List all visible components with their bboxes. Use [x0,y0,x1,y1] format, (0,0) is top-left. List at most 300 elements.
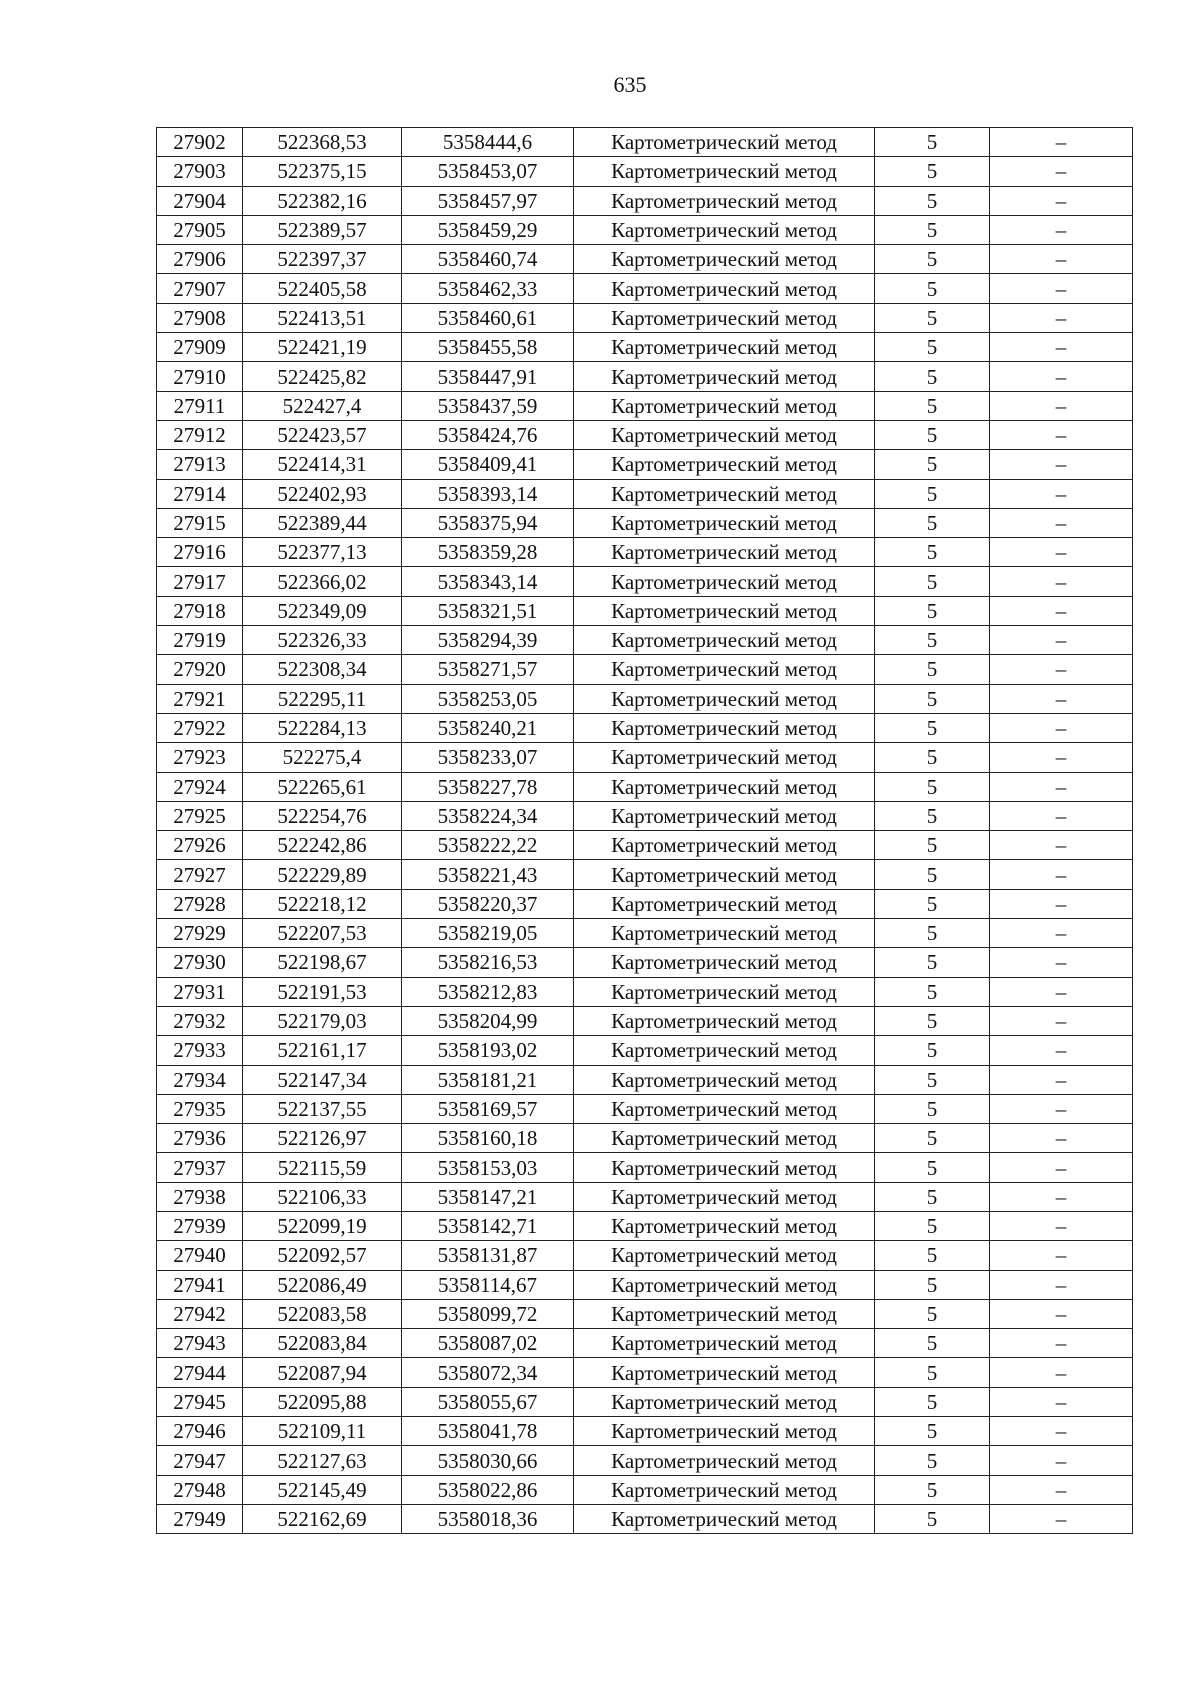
x-coordinate-cell: 522179,03 [243,1006,402,1035]
note-cell: – [990,303,1133,332]
accuracy-cell: 5 [875,1006,990,1035]
accuracy-cell: 5 [875,977,990,1006]
method-cell: Картометрический метод [574,362,875,391]
point-number-cell: 27948 [157,1475,243,1504]
method-cell: Картометрический метод [574,1504,875,1533]
accuracy-cell: 5 [875,596,990,625]
y-coordinate-cell: 5358447,91 [402,362,574,391]
table-row [157,1299,1133,1328]
x-coordinate-cell: 522375,15 [243,157,402,186]
y-coordinate-cell: 5358453,07 [402,157,574,186]
accuracy-cell: 5 [875,684,990,713]
table-row [157,245,1133,274]
point-number-cell: 27946 [157,1417,243,1446]
accuracy-cell: 5 [875,508,990,537]
point-number-cell: 27933 [157,1036,243,1065]
table-row [157,450,1133,479]
point-number-cell: 27947 [157,1446,243,1475]
y-coordinate-cell: 5358147,21 [402,1182,574,1211]
y-coordinate-cell: 5358224,34 [402,801,574,830]
point-number-cell: 27934 [157,1065,243,1094]
note-cell: – [990,919,1133,948]
accuracy-cell: 5 [875,1065,990,1094]
table-row [157,1417,1133,1446]
point-number-cell: 27922 [157,713,243,742]
point-number-cell: 27942 [157,1299,243,1328]
note-cell: – [990,274,1133,303]
note-cell: – [990,538,1133,567]
method-cell: Картометрический метод [574,948,875,977]
y-coordinate-cell: 5358087,02 [402,1329,574,1358]
method-cell: Картометрический метод [574,450,875,479]
point-number-cell: 27912 [157,420,243,449]
method-cell: Картометрический метод [574,479,875,508]
x-coordinate-cell: 522377,13 [243,538,402,567]
y-coordinate-cell: 5358240,21 [402,713,574,742]
x-coordinate-cell: 522389,57 [243,215,402,244]
x-coordinate-cell: 522147,34 [243,1065,402,1094]
method-cell: Картометрический метод [574,831,875,860]
y-coordinate-cell: 5358153,03 [402,1153,574,1182]
table-row [157,186,1133,215]
point-number-cell: 27918 [157,596,243,625]
x-coordinate-cell: 522218,12 [243,889,402,918]
y-coordinate-cell: 5358359,28 [402,538,574,567]
table-row [157,391,1133,420]
note-cell: – [990,713,1133,742]
point-number-cell: 27907 [157,274,243,303]
y-coordinate-cell: 5358181,21 [402,1065,574,1094]
point-number-cell: 27904 [157,186,243,215]
table-row [157,1446,1133,1475]
point-number-cell: 27909 [157,333,243,362]
point-number-cell: 27921 [157,684,243,713]
method-cell: Картометрический метод [574,1006,875,1035]
point-number-cell: 27917 [157,567,243,596]
y-coordinate-cell: 5358294,39 [402,626,574,655]
accuracy-cell: 5 [875,157,990,186]
y-coordinate-cell: 5358072,34 [402,1358,574,1387]
accuracy-cell: 5 [875,1094,990,1123]
x-coordinate-cell: 522295,11 [243,684,402,713]
table-row [157,743,1133,772]
y-coordinate-cell: 5358041,78 [402,1417,574,1446]
method-cell: Картометрический метод [574,1153,875,1182]
method-cell: Картометрический метод [574,684,875,713]
point-number-cell: 27919 [157,626,243,655]
note-cell: – [990,1270,1133,1299]
point-number-cell: 27914 [157,479,243,508]
x-coordinate-cell: 522115,59 [243,1153,402,1182]
note-cell: – [990,772,1133,801]
y-coordinate-cell: 5358271,57 [402,655,574,684]
note-cell: – [990,1387,1133,1416]
table-row [157,919,1133,948]
table-row [157,157,1133,186]
accuracy-cell: 5 [875,245,990,274]
note-cell: – [990,1153,1133,1182]
point-number-cell: 27932 [157,1006,243,1035]
x-coordinate-cell: 522191,53 [243,977,402,1006]
point-number-cell: 27941 [157,1270,243,1299]
table-row [157,479,1133,508]
table-row [157,1329,1133,1358]
note-cell: – [990,479,1133,508]
accuracy-cell: 5 [875,919,990,948]
y-coordinate-cell: 5358393,14 [402,479,574,508]
note-cell: – [990,831,1133,860]
accuracy-cell: 5 [875,860,990,889]
method-cell: Картометрический метод [574,1094,875,1123]
table-row [157,1387,1133,1416]
y-coordinate-cell: 5358030,66 [402,1446,574,1475]
note-cell: – [990,186,1133,215]
page-number: 635 [613,72,647,97]
table-row [157,567,1133,596]
x-coordinate-cell: 522254,76 [243,801,402,830]
table-row [157,655,1133,684]
method-cell: Картометрический метод [574,1211,875,1240]
note-cell: – [990,626,1133,655]
accuracy-cell: 5 [875,1124,990,1153]
accuracy-cell: 5 [875,1358,990,1387]
point-number-cell: 27931 [157,977,243,1006]
y-coordinate-cell: 5358131,87 [402,1241,574,1270]
x-coordinate-cell: 522126,97 [243,1124,402,1153]
y-coordinate-cell: 5358462,33 [402,274,574,303]
method-cell: Картометрический метод [574,1358,875,1387]
method-cell: Картометрический метод [574,391,875,420]
y-coordinate-cell: 5358457,97 [402,186,574,215]
accuracy-cell: 5 [875,1329,990,1358]
x-coordinate-cell: 522389,44 [243,508,402,537]
table-row [157,801,1133,830]
point-number-cell: 27944 [157,1358,243,1387]
table-row [157,215,1133,244]
table-row [157,626,1133,655]
method-cell: Картометрический метод [574,801,875,830]
x-coordinate-cell: 522405,58 [243,274,402,303]
table-row [157,831,1133,860]
x-coordinate-cell: 522349,09 [243,596,402,625]
point-number-cell: 27923 [157,743,243,772]
accuracy-cell: 5 [875,626,990,655]
method-cell: Картометрический метод [574,1446,875,1475]
note-cell: – [990,1299,1133,1328]
method-cell: Картометрический метод [574,567,875,596]
table-row [157,860,1133,889]
x-coordinate-cell: 522284,13 [243,713,402,742]
table-row [157,596,1133,625]
table-row [157,1504,1133,1533]
note-cell: – [990,743,1133,772]
accuracy-cell: 5 [875,128,990,157]
table-row [157,303,1133,332]
x-coordinate-cell: 522083,58 [243,1299,402,1328]
method-cell: Картометрический метод [574,1475,875,1504]
note-cell: – [990,977,1133,1006]
note-cell: – [990,1417,1133,1446]
y-coordinate-cell: 5358460,74 [402,245,574,274]
point-number-cell: 27926 [157,831,243,860]
point-number-cell: 27920 [157,655,243,684]
method-cell: Картометрический метод [574,655,875,684]
accuracy-cell: 5 [875,1417,990,1446]
point-number-cell: 27937 [157,1153,243,1182]
y-coordinate-cell: 5358219,05 [402,919,574,948]
method-cell: Картометрический метод [574,128,875,157]
table-row [157,1153,1133,1182]
method-cell: Картометрический метод [574,1065,875,1094]
y-coordinate-cell: 5358169,57 [402,1094,574,1123]
note-cell: – [990,1006,1133,1035]
table-row [157,538,1133,567]
table-row [157,128,1133,157]
note-cell: – [990,245,1133,274]
method-cell: Картометрический метод [574,919,875,948]
note-cell: – [990,1241,1133,1270]
point-number-cell: 27928 [157,889,243,918]
x-coordinate-cell: 522366,02 [243,567,402,596]
accuracy-cell: 5 [875,450,990,479]
x-coordinate-cell: 522083,84 [243,1329,402,1358]
x-coordinate-cell: 522382,16 [243,186,402,215]
method-cell: Картометрический метод [574,420,875,449]
y-coordinate-cell: 5358204,99 [402,1006,574,1035]
note-cell: – [990,420,1133,449]
method-cell: Картометрический метод [574,1417,875,1446]
x-coordinate-cell: 522421,19 [243,333,402,362]
accuracy-cell: 5 [875,215,990,244]
method-cell: Картометрический метод [574,626,875,655]
accuracy-cell: 5 [875,1153,990,1182]
method-cell: Картометрический метод [574,1241,875,1270]
table-row [157,713,1133,742]
point-number-cell: 27913 [157,450,243,479]
note-cell: – [990,333,1133,362]
note-cell: – [990,450,1133,479]
table-row [157,1358,1133,1387]
table-row [157,1006,1133,1035]
note-cell: – [990,655,1133,684]
x-coordinate-cell: 522095,88 [243,1387,402,1416]
table-row [157,1270,1133,1299]
table-row [157,1211,1133,1240]
y-coordinate-cell: 5358055,67 [402,1387,574,1416]
table-row [157,274,1133,303]
accuracy-cell: 5 [875,713,990,742]
x-coordinate-cell: 522086,49 [243,1270,402,1299]
accuracy-cell: 5 [875,567,990,596]
method-cell: Картометрический метод [574,772,875,801]
method-cell: Картометрический метод [574,538,875,567]
point-number-cell: 27906 [157,245,243,274]
point-number-cell: 27911 [157,391,243,420]
x-coordinate-cell: 522207,53 [243,919,402,948]
x-coordinate-cell: 522161,17 [243,1036,402,1065]
x-coordinate-cell: 522198,67 [243,948,402,977]
accuracy-cell: 5 [875,362,990,391]
x-coordinate-cell: 522106,33 [243,1182,402,1211]
note-cell: – [990,1036,1133,1065]
y-coordinate-cell: 5358227,78 [402,772,574,801]
x-coordinate-cell: 522326,33 [243,626,402,655]
y-coordinate-cell: 5358193,02 [402,1036,574,1065]
y-coordinate-cell: 5358114,67 [402,1270,574,1299]
point-number-cell: 27943 [157,1329,243,1358]
x-coordinate-cell: 522368,53 [243,128,402,157]
note-cell: – [990,860,1133,889]
table-row [157,889,1133,918]
point-number-cell: 27945 [157,1387,243,1416]
x-coordinate-cell: 522229,89 [243,860,402,889]
accuracy-cell: 5 [875,948,990,977]
note-cell: – [990,391,1133,420]
method-cell: Картометрический метод [574,596,875,625]
method-cell: Картометрический метод [574,333,875,362]
method-cell: Картометрический метод [574,245,875,274]
table-row [157,1124,1133,1153]
point-number-cell: 27940 [157,1241,243,1270]
method-cell: Картометрический метод [574,889,875,918]
point-number-cell: 27903 [157,157,243,186]
accuracy-cell: 5 [875,538,990,567]
note-cell: – [990,1211,1133,1240]
method-cell: Картометрический метод [574,713,875,742]
note-cell: – [990,1124,1133,1153]
y-coordinate-cell: 5358220,37 [402,889,574,918]
y-coordinate-cell: 5358409,41 [402,450,574,479]
method-cell: Картометрический метод [574,186,875,215]
point-number-cell: 27925 [157,801,243,830]
table-row [157,1065,1133,1094]
point-number-cell: 27930 [157,948,243,977]
x-coordinate-cell: 522427,4 [243,391,402,420]
note-cell: – [990,215,1133,244]
note-cell: – [990,1358,1133,1387]
accuracy-cell: 5 [875,801,990,830]
accuracy-cell: 5 [875,1299,990,1328]
method-cell: Картометрический метод [574,1299,875,1328]
y-coordinate-cell: 5358437,59 [402,391,574,420]
accuracy-cell: 5 [875,391,990,420]
point-number-cell: 27936 [157,1124,243,1153]
y-coordinate-cell: 5358222,22 [402,831,574,860]
y-coordinate-cell: 5358022,86 [402,1475,574,1504]
point-number-cell: 27905 [157,215,243,244]
accuracy-cell: 5 [875,186,990,215]
accuracy-cell: 5 [875,772,990,801]
method-cell: Картометрический метод [574,977,875,1006]
table-row [157,1094,1133,1123]
method-cell: Картометрический метод [574,157,875,186]
y-coordinate-cell: 5358212,83 [402,977,574,1006]
accuracy-cell: 5 [875,1211,990,1240]
note-cell: – [990,1475,1133,1504]
table-row [157,508,1133,537]
accuracy-cell: 5 [875,743,990,772]
point-number-cell: 27902 [157,128,243,157]
table-row [157,1182,1133,1211]
note-cell: – [990,684,1133,713]
y-coordinate-cell: 5358343,14 [402,567,574,596]
method-cell: Картометрический метод [574,743,875,772]
note-cell: – [990,1446,1133,1475]
table-row [157,420,1133,449]
x-coordinate-cell: 522137,55 [243,1094,402,1123]
y-coordinate-cell: 5358375,94 [402,508,574,537]
method-cell: Картометрический метод [574,303,875,332]
point-number-cell: 27929 [157,919,243,948]
note-cell: – [990,508,1133,537]
point-number-cell: 27916 [157,538,243,567]
table-row [157,362,1133,391]
method-cell: Картометрический метод [574,860,875,889]
accuracy-cell: 5 [875,333,990,362]
note-cell: – [990,157,1133,186]
y-coordinate-cell: 5358321,51 [402,596,574,625]
note-cell: – [990,596,1133,625]
accuracy-cell: 5 [875,1270,990,1299]
method-cell: Картометрический метод [574,1182,875,1211]
table-row [157,948,1133,977]
note-cell: – [990,128,1133,157]
x-coordinate-cell: 522099,19 [243,1211,402,1240]
y-coordinate-cell: 5358216,53 [402,948,574,977]
coordinates-table [156,127,1133,1534]
x-coordinate-cell: 522087,94 [243,1358,402,1387]
x-coordinate-cell: 522425,82 [243,362,402,391]
x-coordinate-cell: 522275,4 [243,743,402,772]
table-row [157,684,1133,713]
y-coordinate-cell: 5358142,71 [402,1211,574,1240]
x-coordinate-cell: 522413,51 [243,303,402,332]
table-row [157,1241,1133,1270]
method-cell: Картометрический метод [574,1124,875,1153]
method-cell: Картометрический метод [574,215,875,244]
method-cell: Картометрический метод [574,1387,875,1416]
note-cell: – [990,1094,1133,1123]
x-coordinate-cell: 522423,57 [243,420,402,449]
y-coordinate-cell: 5358459,29 [402,215,574,244]
accuracy-cell: 5 [875,420,990,449]
point-number-cell: 27908 [157,303,243,332]
y-coordinate-cell: 5358253,05 [402,684,574,713]
point-number-cell: 27924 [157,772,243,801]
x-coordinate-cell: 522402,93 [243,479,402,508]
accuracy-cell: 5 [875,655,990,684]
x-coordinate-cell: 522162,69 [243,1504,402,1533]
accuracy-cell: 5 [875,1241,990,1270]
coordinates-table-body [157,128,1133,1534]
x-coordinate-cell: 522127,63 [243,1446,402,1475]
method-cell: Картометрический метод [574,1329,875,1358]
y-coordinate-cell: 5358160,18 [402,1124,574,1153]
point-number-cell: 27939 [157,1211,243,1240]
accuracy-cell: 5 [875,274,990,303]
point-number-cell: 27938 [157,1182,243,1211]
y-coordinate-cell: 5358018,36 [402,1504,574,1533]
accuracy-cell: 5 [875,831,990,860]
note-cell: – [990,1329,1133,1358]
accuracy-cell: 5 [875,1446,990,1475]
method-cell: Картометрический метод [574,508,875,537]
point-number-cell: 27949 [157,1504,243,1533]
table-row [157,333,1133,362]
point-number-cell: 27927 [157,860,243,889]
method-cell: Картометрический метод [574,274,875,303]
x-coordinate-cell: 522265,61 [243,772,402,801]
